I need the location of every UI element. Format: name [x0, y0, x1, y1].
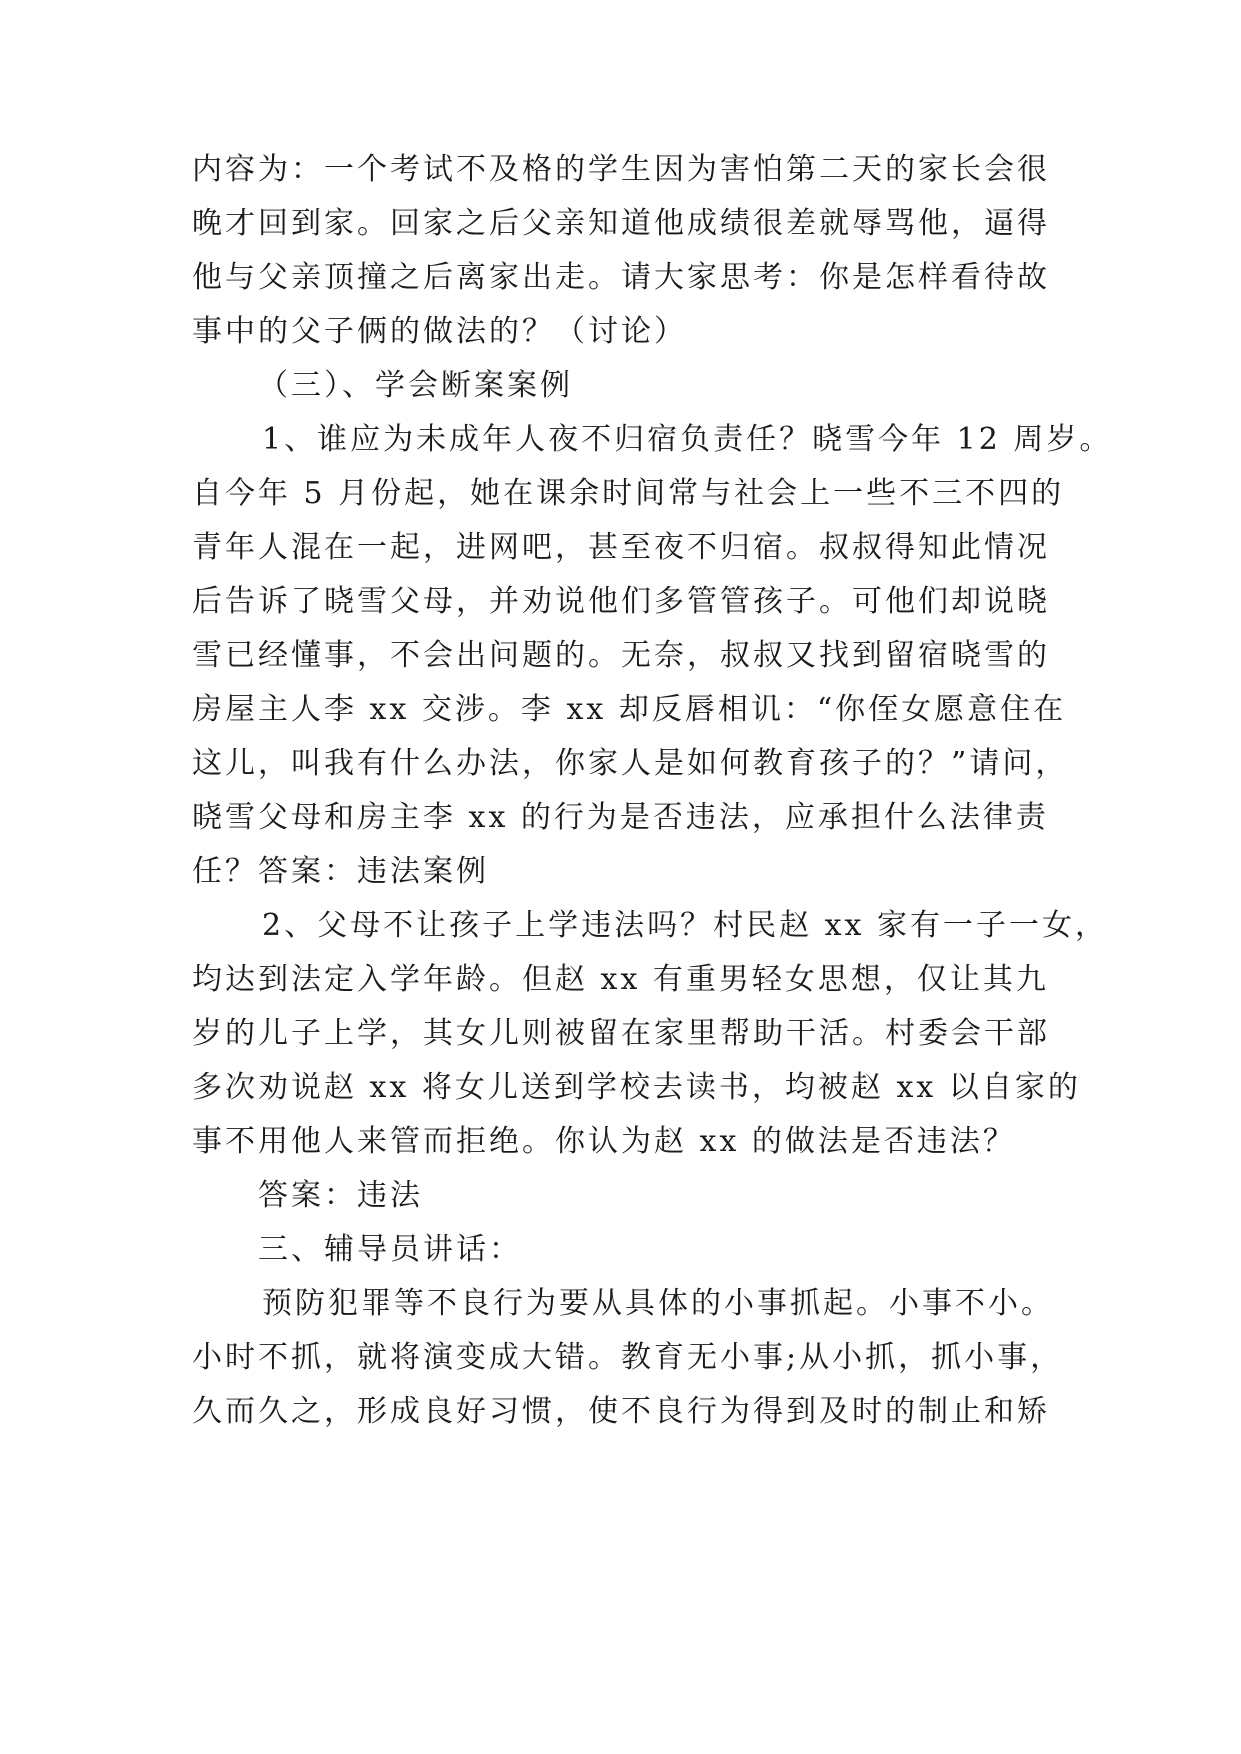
text-line: 2、父母不让孩子上学违法吗？村民赵 xx 家有一子一女，	[262, 908, 1108, 943]
text-line: 这儿，叫我有什么办法，你家人是如何教育孩子的？”请问，	[192, 746, 1069, 781]
text-line: 1、谁应为未成年人夜不归宿负责任？晓雪今年 12 周岁。	[262, 422, 1113, 457]
text-line: 自今年 5 月份起，她在课余时间常与社会上一些不三不四的	[192, 476, 1065, 511]
text-line: 均达到法定入学年龄。但赵 xx 有重男轻女思想，仅让其九	[192, 962, 1049, 997]
text-line: 岁的儿子上学，其女儿则被留在家里帮助干活。村委会干部	[192, 1016, 1050, 1051]
answer-line: 答案：违法	[258, 1178, 423, 1213]
text-line: 晚才回到家。回家之后父亲知道他成绩很差就辱骂他，逼得	[192, 206, 1050, 241]
text-line: 房屋主人李 xx 交涉。李 xx 却反唇相讥：“你侄女愿意住在	[192, 692, 1067, 727]
text-line: 预防犯罪等不良行为要从具体的小事抓起。小事不小。	[262, 1286, 1054, 1321]
text-line: 青年人混在一起，进网吧，甚至夜不归宿。叔叔得知此情况	[192, 530, 1050, 565]
text-line: 久而久之，形成良好习惯，使不良行为得到及时的制止和矫	[192, 1394, 1050, 1429]
section-heading: （三）、学会断案案例	[258, 368, 573, 403]
section-heading: 三、辅导员讲话：	[258, 1232, 522, 1267]
text-line: 他与父亲顶撞之后离家出走。请大家思考：你是怎样看待故	[192, 260, 1050, 295]
text-line: 雪已经懂事，不会出问题的。无奈，叔叔又找到留宿晓雪的	[192, 638, 1050, 673]
text-line: 多次劝说赵 xx 将女儿送到学校去读书，均被赵 xx 以自家的	[192, 1070, 1081, 1105]
text-line: 事不用他人来管而拒绝。你认为赵 xx 的做法是否违法？	[192, 1124, 1016, 1159]
text-line: 任？答案：违法案例	[192, 854, 489, 889]
text-line: 事中的父子俩的做法的？（讨论）	[192, 314, 687, 349]
text-line: 小时不抓，就将演变成大错。教育无小事;从小抓，抓小事，	[192, 1340, 1064, 1375]
text-line: 后告诉了晓雪父母，并劝说他们多管管孩子。可他们却说晓	[192, 584, 1050, 619]
text-line: 晓雪父母和房主李 xx 的行为是否违法，应承担什么法律责	[192, 800, 1049, 835]
text-line: 内容为：一个考试不及格的学生因为害怕第二天的家长会很	[192, 152, 1050, 187]
